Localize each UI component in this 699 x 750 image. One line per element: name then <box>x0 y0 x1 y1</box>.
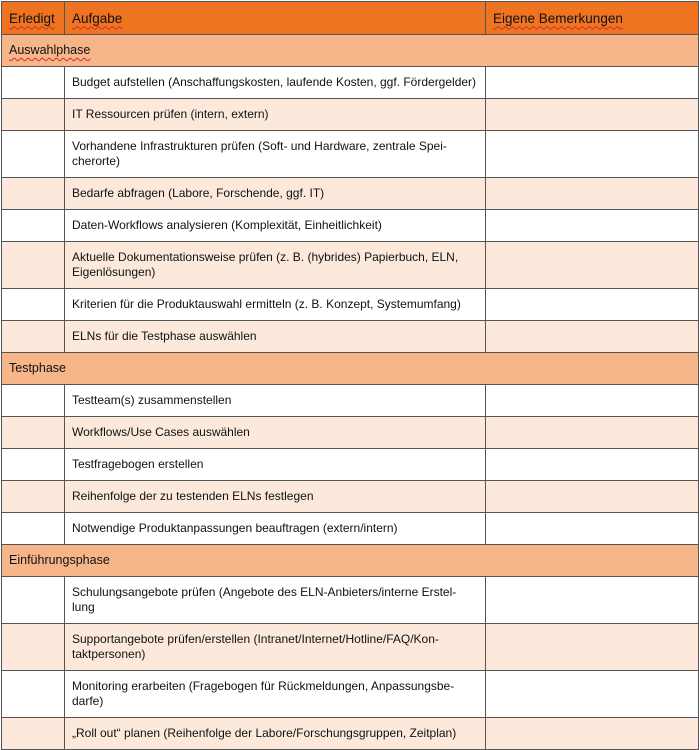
table-row <box>2 449 699 481</box>
task-cell: Schulungsangebote prüfen (Angebote des ELN-Anbieters/interne Erstel- lung <box>65 577 486 624</box>
remarks-cell[interactable] <box>486 67 699 99</box>
phase-row-test <box>2 353 699 385</box>
done-cell[interactable] <box>2 481 65 513</box>
task-cell: Kriterien für die Produktauswahl ermitteln (z. B. Konzept, Systemumfang) <box>65 289 486 321</box>
table-row <box>2 178 699 210</box>
task-cell: Budget aufstellen (Anschaffungskosten, laufende Kosten, ggf. Fördergelder) <box>65 67 486 99</box>
table-row <box>2 481 699 513</box>
header-row <box>2 2 699 35</box>
done-cell[interactable] <box>2 417 65 449</box>
task-cell: „Roll out“ planen (Reihenfolge der Labore/Forschungsgruppen, Zeitplan) <box>65 718 486 750</box>
task-cell: Vorhandene Infrastrukturen prüfen (Soft- und Hardware, zentrale Spei- cherorte) <box>65 131 486 178</box>
task-cell: Aktuelle Dokumentationsweise prüfen (z. B. (hybrides) Papierbuch, ELN, Eigenlösungen) <box>65 242 486 289</box>
phase-title: Testphase <box>2 353 699 385</box>
remarks-cell[interactable] <box>486 99 699 131</box>
done-cell[interactable] <box>2 671 65 718</box>
remarks-cell[interactable] <box>486 624 699 671</box>
table-row <box>2 417 699 449</box>
task-cell: Notwendige Produktanpassungen beauftragen (extern/intern) <box>65 513 486 545</box>
table-row <box>2 624 699 671</box>
table-row <box>2 671 699 718</box>
remarks-cell[interactable] <box>486 242 699 289</box>
remarks-cell[interactable] <box>486 417 699 449</box>
remarks-cell[interactable] <box>486 321 699 353</box>
table-row <box>2 242 699 289</box>
remarks-cell[interactable] <box>486 481 699 513</box>
phase-row-auswahl <box>2 35 699 67</box>
done-cell[interactable] <box>2 67 65 99</box>
done-cell[interactable] <box>2 449 65 481</box>
table-row <box>2 210 699 242</box>
phase-title: Einführungsphase <box>2 545 699 577</box>
checklist-table <box>1 1 699 750</box>
task-cell: Workflows/Use Cases auswählen <box>65 417 486 449</box>
done-cell[interactable] <box>2 131 65 178</box>
task-cell: Bedarfe abfragen (Labore, Forschende, ggf. IT) <box>65 178 486 210</box>
remarks-cell[interactable] <box>486 577 699 624</box>
task-cell: ELNs für die Testphase auswählen <box>65 321 486 353</box>
remarks-cell[interactable] <box>486 131 699 178</box>
done-cell[interactable] <box>2 624 65 671</box>
task-cell: Testfragebogen erstellen <box>65 449 486 481</box>
task-cell: Testteam(s) zusammenstellen <box>65 385 486 417</box>
remarks-cell[interactable] <box>486 178 699 210</box>
done-cell[interactable] <box>2 289 65 321</box>
header-remarks: Eigene Bemerkungen <box>486 2 699 35</box>
header-done: Erledigt <box>2 2 65 35</box>
done-cell[interactable] <box>2 99 65 131</box>
remarks-cell[interactable] <box>486 210 699 242</box>
remarks-cell[interactable] <box>486 718 699 750</box>
table-row <box>2 99 699 131</box>
remarks-cell[interactable] <box>486 513 699 545</box>
done-cell[interactable] <box>2 513 65 545</box>
table-row <box>2 289 699 321</box>
table-row <box>2 513 699 545</box>
table-row <box>2 385 699 417</box>
remarks-cell[interactable] <box>486 289 699 321</box>
phase-row-einfuehrung <box>2 545 699 577</box>
table-row <box>2 131 699 178</box>
task-cell: Supportangebote prüfen/erstellen (Intranet/Internet/Hotline/FAQ/Kon- taktpersonen) <box>65 624 486 671</box>
task-cell: IT Ressourcen prüfen (intern, extern) <box>65 99 486 131</box>
task-cell: Monitoring erarbeiten (Fragebogen für Rückmeldungen, Anpassungsbe- darfe) <box>65 671 486 718</box>
remarks-cell[interactable] <box>486 449 699 481</box>
task-cell: Daten-Workflows analysieren (Komplexität, Einheitlichkeit) <box>65 210 486 242</box>
table-row <box>2 67 699 99</box>
task-cell: Reihenfolge der zu testenden ELNs festlegen <box>65 481 486 513</box>
table-body <box>2 35 699 750</box>
done-cell[interactable] <box>2 385 65 417</box>
table-row <box>2 321 699 353</box>
remarks-cell[interactable] <box>486 671 699 718</box>
header-task: Aufgabe <box>65 2 486 35</box>
table-header <box>2 2 699 35</box>
remarks-cell[interactable] <box>486 385 699 417</box>
table-row <box>2 577 699 624</box>
done-cell[interactable] <box>2 321 65 353</box>
table-row <box>2 718 699 750</box>
done-cell[interactable] <box>2 178 65 210</box>
done-cell[interactable] <box>2 718 65 750</box>
done-cell[interactable] <box>2 242 65 289</box>
done-cell[interactable] <box>2 210 65 242</box>
done-cell[interactable] <box>2 577 65 624</box>
phase-title: Auswahlphase <box>2 35 699 67</box>
